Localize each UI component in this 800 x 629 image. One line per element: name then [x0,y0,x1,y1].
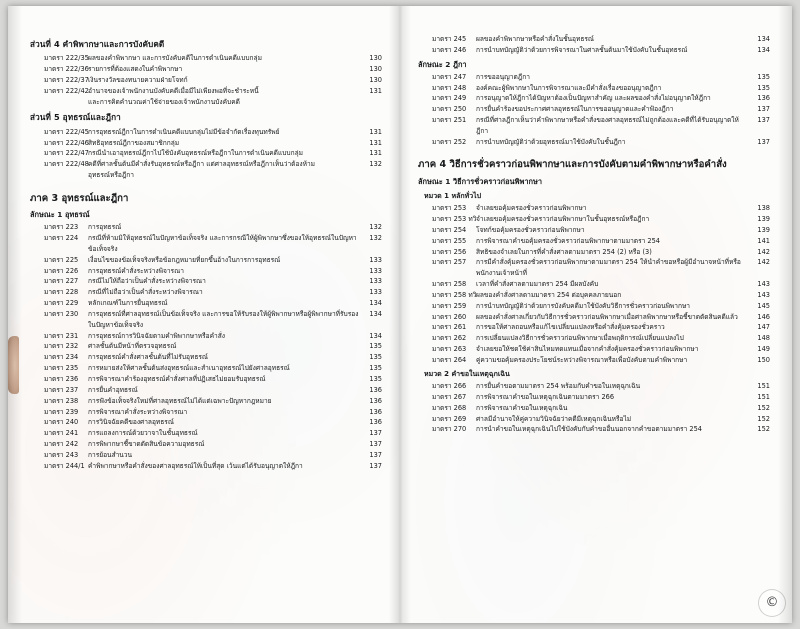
toc-entry-title: การอุทธรณ์ [88,223,122,232]
toc-entry-page-number: 135 [369,374,382,383]
book-spread [8,6,792,623]
toc-entry-title: กรณีที่ไม่ถือว่าเป็นคำสั่งระหว่างพิจารณา [88,288,203,297]
toc-entry-label: มาตรา 263 [432,345,467,354]
toc-entry-label: มาตรา 268 [432,403,467,412]
toc-entry-page-number: 132 [369,160,382,169]
thumb-artifact [8,336,19,394]
toc-entry-label: มาตรา 236 [44,374,79,383]
toc-entry-label: มาตรา 239 [44,407,79,416]
toc-entry-page-number: 135 [757,72,770,81]
toc-entry [418,115,770,136]
toc-entry [30,407,382,418]
toc-entry-title: การพิจารณาคำขอในเหตุฉุกเฉิน [476,403,568,412]
toc-entry-page-number: 134 [757,35,770,44]
toc-entry-label: มาตรา 261 [432,323,467,332]
toc-entry-page-number: 141 [757,236,770,245]
toc-part-heading: ภาค 4 วิธีการชั่วคราวก่อนพิพากษาและการบังคับตามคำพิพากษาหรือคำสั่ง [418,159,727,171]
toc-entry-page-number: 145 [757,301,770,310]
toc-entry-label: มาตรา 226 [44,266,79,275]
toc-entry-page-number: 130 [369,65,382,74]
toc-entry-title: การอุทธรณ์คำสั่งระหว่างพิจารณา [88,266,184,275]
toc-entry [30,385,382,396]
toc-entry-label: มาตรา 266 [432,382,467,391]
toc-entry-title: จำเลยขอให้ชดใช้ค่าสินไหมทดแทนเมื่อจากคำสั่งคุ้มครองชั่วคราวก่อนพิพากษา [476,345,699,354]
toc-entry-title: รายการที่ต้องแสดงในคำพิพากษา [88,65,183,74]
toc-entry-label: มาตรา 222/37 [44,76,89,84]
toc-entry-title: การอุทธรณ์ฎีกาในการดำเนินคดีแบบกลุ่มไม่มีข้อจำกัดเรื่องทุนทรัพย์ [88,127,280,136]
toc-entry-page-number: 130 [369,76,382,84]
toc-entry-title: เงื่อนไขของข้อเท็จจริงหรือข้อกฎหมายที่ยกขึ้นอ้างในการการอุทธรณ์ [88,255,281,264]
toc-entry-title: การพิจารณาคำขอคุ้มครองชั่วคราวก่อนพิพากษาตามมาตรา 254 [476,236,661,245]
toc-entry-title: จำเลยขอคุ้มครองชั่วคราวก่อนพิพากษาในชั้นอุทธรณ์หรือฎีกา [476,215,650,224]
toc-subchapter-heading: หมวด 2 คำขอในเหตุฉุกเฉิน [424,369,510,378]
toc-entry-title: จำเลยขอคุ้มครองชั่วคราวก่อนพิพากษา [476,204,587,213]
toc-entry-page-number: 147 [757,323,770,332]
toc-entry-label: มาตรา 225 [44,255,79,264]
toc-entry-title: อำนาจของเจ้าพนักงานบังคับคดีเมื่อมีไม่เพียงพอที่จะชำระหนี้ [88,86,259,95]
toc-entry-label: มาตรา 238 [44,396,79,405]
toc-entry-label: มาตรา 240 [44,418,79,427]
toc-entry-title: การเปลี่ยนแปลงวิธีการชั่วคราวก่อนพิพากษาเมื่อพฤติการณ์เปลี่ยนแปลงไป [476,334,684,343]
toc-entry-label: มาตรา 258 ทวิ [432,290,477,299]
page-edge-shadow-right [778,6,792,623]
toc-entry-label: มาตรา 228 [44,288,79,297]
toc-entry [30,276,382,287]
toc-entry [418,104,770,115]
toc-entry-label: มาตรา 231 [44,331,79,340]
toc-entry-page-number: 135 [369,342,382,351]
page-right [400,6,792,623]
toc-entry [30,341,382,352]
toc-entry [418,301,770,312]
toc-part-heading: ภาค 3 อุทธรณ์และฎีกา [30,192,129,204]
toc-entry-page-number: 150 [757,356,770,365]
toc-entry-title: การยื่นคำร้องขอประกาศศาลอุทธรณ์ในการขออนุญาตและคำฟ้องฎีกา [476,105,674,114]
toc-entry-title: ศาลมีอำนาจให้คู่ความวินิจฉัยว่าคดีมีเหตุฉุกเฉินหรือไม่ [476,414,632,423]
toc-entry-page-number: 136 [369,418,382,427]
toc-column-right [418,34,770,435]
toc-entry-page-number: 137 [757,116,770,125]
toc-entry-title: หลักเกณฑ์ในการยื่นอุทธรณ์ [88,299,168,308]
toc-entry [30,309,382,330]
toc-entry [30,266,382,277]
toc-chapter-heading: ลักษณะ 1 วิธีการชั่วคราวก่อนพิพากษา [418,176,542,186]
toc-entry-title: การมีคำสั่งคุ้มครองชั่วคราวก่อนพิพากษาตามมาตรา 254 ให้นำคำขอหรือผู้มีอำนาจหน้าที่หรือพนักงานเจ้าหน้าที่ [476,258,741,278]
toc-entry-title: คดีที่ศาลชั้นต้นมีคำสั่งรับอุทธรณ์หรือฎีกา แต่ศาลอุทธรณ์หรือฎีกาเห็นว่าต้องห้าม [88,160,316,169]
toc-entry-page-number: 137 [369,429,382,438]
toc-entry-title: การนำบทบัญญัติว่าด้วยอุทธรณ์มาใช้บังคับในชั้นฎีกา [476,137,626,146]
toc-column-left [30,34,382,472]
page-edge-shadow-left [8,6,22,623]
toc-entry [30,396,382,407]
toc-entry-page-number: 146 [757,312,770,321]
toc-section-heading: ส่วนที่ 4 คำพิพากษาและการบังคับคดี [30,39,165,49]
toc-entry [418,203,770,214]
toc-entry-page-number: 134 [369,299,382,308]
toc-entry-page-number: 133 [369,255,382,264]
toc-entry-label: มาตรา 249 [432,94,467,103]
toc-entry-label: มาตรา 241 [44,429,79,438]
toc-entry-label: มาตรา 237 [44,385,79,394]
toc-entry-label: มาตรา 222/45 [44,127,89,136]
copyright-badge-icon: © [758,589,786,617]
toc-entry-title: การพิจารณาคำร้องอุทธรณ์คำสั่งศาลที่ปฏิเสธไม่ยอมรับอุทธรณ์ [88,374,266,383]
toc-entry [30,138,382,149]
toc-entry-label: มาตรา 229 [44,299,79,308]
toc-entry-label: มาตรา 253 [432,204,467,213]
toc-entry-title: ผลของคำสั่งศาลเกี่ยวกับวิธีการชั่วคราวก่อนพิพากษาเมื่อศาลพิพากษาหรือชี้ขาดตัดสินคดีแล้ว [476,312,738,321]
toc-entry-label: มาตรา 245 [432,35,467,44]
toc-entry-label: มาตรา 247 [432,72,467,81]
toc-entry [30,428,382,439]
toc-entry-page-number: 131 [369,138,382,147]
toc-entry-title: องค์คณะผู้พิพากษาในการพิจารณาและมีคำสั่งเรื่องขออนุญาตฎีกา [476,83,662,92]
toc-entry-page-number: 131 [369,149,382,158]
toc-entry-title: คำพิพากษาหรือคำสั่งของศาลอุทธรณ์ให้เป็นที่สุด เว้นแต่ได้รับอนุญาตให้ฎีกา [88,461,303,470]
toc-entry [418,312,770,323]
toc-entry [30,233,382,254]
toc-entry-page-number: 151 [757,392,770,401]
toc-entry [30,148,382,159]
toc-entry-page-number: 130 [369,54,382,63]
toc-entry-title: การนำบทบัญญัติว่าด้วยการบังคับคดีมาใช้บังคับวิธีการชั่วคราวก่อนพิพากษา [476,301,691,310]
toc-entry-label: มาตรา 256 [432,247,467,256]
toc-entry-title: สิทธิของจำเลยในการที่คำสั่งศาลตามมาตรา 254 (2) หรือ (3) [476,247,652,256]
toc-entry-label: มาตรา 244/1 [44,461,85,470]
toc-entry-label: มาตรา 222/35 [44,54,89,63]
toc-entry [30,86,382,97]
toc-entry-page-number: 131 [369,86,382,95]
toc-entry-page-number: 142 [757,258,770,267]
toc-entry-title: ผลของคำพิพากษา และการบังคับคดีในการดำเนินคดีแบบกลุ่ม [88,54,262,63]
toc-chapter-heading: ลักษณะ 2 ฎีกา [418,59,467,69]
toc-entry [418,225,770,236]
toc-entry-page-number: 131 [369,127,382,136]
toc-entry-title: โจทก์ขอคุ้มครองชั่วคราวก่อนพิพากษา [476,225,585,234]
toc-entry [418,355,770,366]
toc-entry [30,461,382,472]
toc-entry-page-number: 132 [369,223,382,232]
toc-entry-page-number: 136 [369,407,382,416]
toc-entry-page-number: 137 [369,450,382,459]
toc-entry-page-number: 132 [369,234,382,243]
toc-entry-title: เวลาที่คำสั่งศาลตามมาตรา 254 มีผลบังคับ [476,280,599,289]
toc-entry-label: มาตรา 269 [432,414,467,423]
toc-entry-title: การอนุญาตให้ฎีกาได้ปัญหาต้องเป็นปัญหาสำคัญ และผลของคำสั่งไม่อนุญาตให้ฎีกา [476,94,711,103]
toc-entry-title: การยื่นคำขอตามมาตรา 254 พร้อมกับคำขอในเหตุฉุกเฉิน [476,382,641,391]
toc-entry-page-number: 149 [757,345,770,354]
toc-entry [30,222,382,233]
toc-entry [30,352,382,363]
toc-entry-label: มาตรา 235 [44,364,79,373]
toc-entry-label: มาตรา 257 [432,258,467,267]
toc-entry [418,381,770,392]
toc-entry-title: คู่ความขอคุ้มครองประโยชน์ระหว่างพิจารณาหรือเพื่อบังคับตามคำพิพากษา [476,356,688,365]
toc-entry-title: การขอให้ศาลถอนหรือแก้ไขเปลี่ยนแปลงหรือคำสั่งคุ้มครองชั่วคราว [476,323,665,332]
toc-entry [30,450,382,461]
toc-entry-title: กรณีที่ศาลฎีกาเห็นว่าคำพิพากษาหรือคำสั่งของศาลอุทธรณ์ไม่ถูกต้องและคดีที่ได้รับอนุญาตให้ฎีกา [476,116,739,135]
toc-entry [418,214,770,225]
toc-entry-label: มาตรา 243 [44,450,79,459]
toc-entry [418,403,770,414]
toc-chapter-heading: ลักษณะ 1 อุทธรณ์ [30,210,90,220]
toc-entry-title: การฟังข้อเท็จจริงใหม่ที่ศาลอุทธรณ์ไม่ได้แต่เฉพาะปัญหากฎหมาย [88,396,272,405]
toc-entry-label: มาตรา 254 [432,225,467,234]
toc-entry [30,64,382,75]
toc-entry-page-number: 133 [369,277,382,286]
toc-entry [30,363,382,374]
toc-entry [418,424,770,435]
toc-entry [418,72,770,83]
toc-entry [30,170,382,181]
toc-entry-label: มาตรา 259 [432,301,467,310]
toc-entry-label: มาตรา 222/48 [44,160,89,169]
toc-entry-page-number: 135 [369,353,382,362]
toc-entry-page-number: 136 [757,94,770,103]
toc-entry [30,439,382,450]
toc-entry-label: มาตรา 262 [432,334,467,343]
toc-entry-label: มาตรา 223 [44,223,79,232]
toc-entry-label: มาตรา 222/47 [44,149,89,158]
toc-entry-label: มาตรา 222/46 [44,138,89,147]
toc-entry-title: การแถลงการณ์ด้วยวาจาในชั้นอุทธรณ์ [88,429,198,438]
toc-entry-page-number: 134 [757,46,770,55]
toc-entry [30,287,382,298]
toc-entry-page-number: 152 [757,425,770,434]
toc-entry-title: เงินรางวัลของทนายความฝ่ายโจทก์ [88,76,188,84]
toc-entry-label: มาตรา 258 [432,280,467,289]
toc-entry-title: การอุทธรณ์คำสั่งศาลชั้นต้นที่ไม่รับอุทธรณ์ [88,353,209,362]
toc-entry-label: มาตรา 242 [44,440,79,449]
toc-entry-label: มาตรา 232 [44,342,79,351]
toc-entry-label: มาตรา 224 [44,234,79,243]
toc-entry-title: และการคิดคำนวณค่าใช้จ่ายของเจ้าพนักงานบังคับคดี [88,97,240,106]
toc-entry-page-number: 137 [757,137,770,146]
toc-entry-title: อุทธรณ์หรือฎีกา [88,171,134,180]
toc-entry-title: การพิจารณาคำขอในเหตุฉุกเฉินตามมาตรา 266 [476,392,615,401]
toc-entry [418,236,770,247]
toc-entry-page-number: 152 [757,414,770,423]
toc-entry-page-number: 136 [369,385,382,394]
toc-entry [418,83,770,94]
toc-entry-page-number: 143 [757,280,770,289]
toc-entry-title: การหมายส่งให้ศาลชั้นต้นส่งอุทธรณ์และสำเนาอุทธรณ์ไปยังศาลอุทธรณ์ [88,364,290,373]
toc-entry-title: การอุทธรณ์การวินิจฉัยตามคำพิพากษาหรือคำสั่ง [88,331,225,340]
toc-entry-title: ผลของคำสั่งศาลตามมาตรา 254 ต่อบุคคลภายนอก [476,290,622,299]
toc-entry-page-number: 133 [369,266,382,275]
toc-entry [418,34,770,45]
toc-entry-page-number: 134 [369,331,382,340]
toc-entry-title: ศาลชั้นต้นมีหน้าที่ตรวจอุทธรณ์ [88,342,177,351]
toc-entry-title: การย้อนสำนวน [88,450,133,459]
toc-entry-title: การพิจารณาคำสั่งระหว่างพิจารณา [88,407,188,416]
toc-section-heading: ส่วนที่ 5 อุทธรณ์และฎีกา [30,112,121,123]
toc-entry-page-number: 134 [369,309,382,318]
toc-entry [418,414,770,425]
toc-entry [418,322,770,333]
toc-entry [418,247,770,258]
toc-entry-page-number: 138 [757,204,770,213]
toc-entry-label: มาตรา 252 [432,137,467,146]
toc-entry [418,290,770,301]
toc-entry-label: มาตรา 222/36 [44,65,89,74]
toc-entry-page-number: 136 [369,396,382,405]
toc-entry-title: การยื่นคำอุทธรณ์ [88,385,138,394]
toc-entry-label: มาตรา 234 [44,353,79,362]
toc-subchapter-heading: หมวด 1 หลักทั่วไป [424,191,482,200]
toc-entry-title: การวินิจฉัยคดีของศาลอุทธรณ์ [88,418,174,427]
toc-entry-page-number: 152 [757,403,770,412]
toc-entry-label: มาตรา 246 [432,46,467,55]
toc-entry-label: มาตรา 267 [432,392,467,401]
toc-entry-title: การนำคำขอในเหตุฉุกเฉินไปใช้บังคับกับคำขออื่นนอกจากคำขอตามมาตรา 254 [476,425,702,434]
toc-entry-label: มาตรา 264 [432,356,467,365]
toc-entry-page-number: 135 [757,83,770,92]
toc-entry-title: การขออนุญาตฎีกา [476,72,530,81]
toc-entry-title: กรณีที่ห้ามมิให้อุทธรณ์ในปัญหาข้อเท็จจริง และการกรณีให้ผู้พิพากษาซึ่งของให้อุทธรณ์ในปัญหาข้อเท็จจริง [88,234,357,253]
toc-entry-page-number: 135 [369,364,382,373]
toc-entry [30,53,382,64]
toc-entry-label: มาตรา 227 [44,277,79,286]
toc-entry [418,93,770,104]
toc-entry-label: มาตรา 255 [432,236,467,245]
toc-entry [30,298,382,309]
toc-entry [418,279,770,290]
toc-entry [418,45,770,56]
toc-entry-page-number: 139 [757,225,770,234]
toc-entry [30,159,382,170]
toc-entry-label: มาตรา 248 [432,83,467,92]
toc-entry [418,137,770,148]
toc-entry-page-number: 142 [757,247,770,256]
toc-entry [418,333,770,344]
page-left [8,6,400,623]
toc-entry-page-number: 133 [369,288,382,297]
toc-entry-page-number: 148 [757,334,770,343]
toc-entry [30,331,382,342]
toc-entry-page-number: 143 [757,290,770,299]
toc-entry-page-number: 139 [757,215,770,224]
toc-entry [418,257,770,278]
toc-entry-page-number: 137 [369,440,382,449]
toc-entry-label: มาตรา 251 [432,116,467,125]
toc-entry-page-number: 137 [757,105,770,114]
toc-entry [30,127,382,138]
toc-entry-title: การนำบทบัญญัติว่าด้วยการพิจารณาในศาลชั้นต้นมาใช้บังคับในชั้นอุทธรณ์ [476,46,688,55]
toc-entry-title: กรณีไม่ให้ถือว่าเป็นคำสั่งระหว่างพิจารณา [88,277,206,286]
toc-entry-title: การพิพากษาชี้ขาดตัดสินข้อความอุทธรณ์ [88,440,205,449]
toc-entry [418,344,770,355]
toc-entry [30,97,382,108]
toc-entry [30,417,382,428]
toc-entry [30,75,382,86]
toc-entry-page-number: 137 [369,461,382,470]
toc-entry-title: ผลของคำพิพากษาหรือคำสั่งในชั้นอุทธรณ์ [476,35,595,44]
toc-entry-title: สิทธิอุทธรณ์ฎีกาของสมาชิกกลุ่ม [88,138,180,147]
toc-entry-label: มาตรา 270 [432,425,467,434]
toc-entry-title: การอุทธรณ์ที่ศาลอุทธรณ์เป็นข้อเท็จจริง และการขอให้รับรองให้ผู้พิพากษาหรือผู้พิพากษาที่รับรองในปัญหาข้อเท็จจริง [88,309,359,329]
toc-entry [30,255,382,266]
toc-entry [30,374,382,385]
toc-entry-page-number: 151 [757,382,770,391]
toc-entry-title: กรณีนำเอาอุทธรณ์ฎีกาไปใช้บังคับอุทธรณ์หรือฎีกาในการดำเนินคดีแบบกลุ่ม [88,149,303,158]
toc-entry-label: มาตรา 250 [432,105,467,114]
toc-entry-label: มาตรา 222/42 [44,86,89,95]
toc-entry [418,392,770,403]
toc-entry-label: มาตรา 253 ทวิ [432,215,477,224]
toc-entry-label: มาตรา 230 [44,309,79,318]
toc-entry-label: มาตรา 260 [432,312,467,321]
